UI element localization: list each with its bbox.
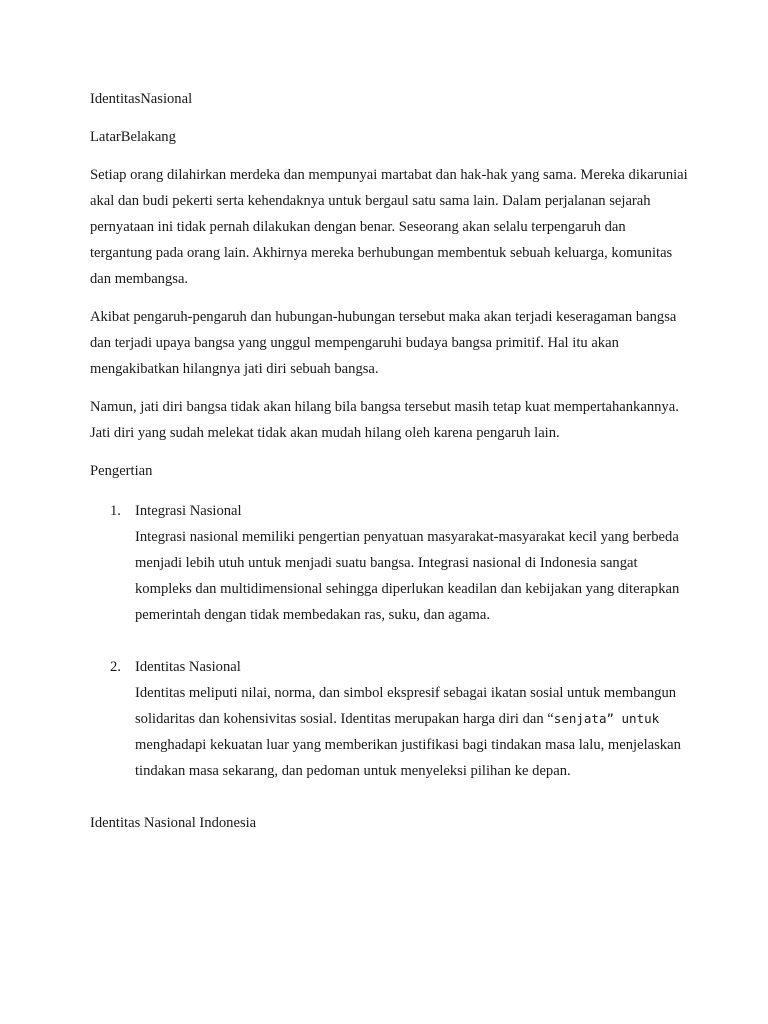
list-item-body (135, 680, 690, 784)
quoted-term: senjata” untuk (553, 711, 660, 726)
list-item-integrasi (90, 498, 690, 628)
list-item-body-text: menghadapi kekuatan luar yang memberikan justifikasi bagi tindakan masa lalu, menjelaskan tindakan masa sekarang, dan pedoman untuk menyeleksi pilihan ke depan. (135, 737, 681, 779)
section-heading-definition: Pengertian (90, 463, 153, 479)
section-heading-indonesia: Identitas Nasional Indonesia (90, 815, 257, 831)
list-marker: 1. (110, 503, 121, 519)
list-marker: 2. (110, 659, 121, 675)
list-item-identitas (90, 654, 690, 784)
background-paragraph-1: Setiap orang dilahirkan merdeka dan mempunyai martabat dan hak-hak yang sama. Mereka dikaruniai akal dan budi pekerti serta kehendaknya untuk bergaul satu sama lain. Dalam perjalanan sejarah pernyataan ini tidak pernah dilakukan dengan benar. Seseorang akan selalu terpengaruh dan tergantung pada orang lain. Akhirnya mereka berhubungan membentuk sebuah keluarga, komunitas dan membangsa. (90, 167, 688, 287)
document-title: IdentitasNasional (90, 91, 193, 107)
section-heading-background: LatarBelakang (90, 129, 176, 145)
document-content (90, 86, 690, 848)
list-item-body-text: Identitas meliputi nilai, norma, dan simbol ekspresif sebagai ikatan sosial untuk membangun solidaritas dan kohensivitas sosial. Identitas merupakan harga diri dan “ (135, 685, 677, 727)
definition-list (90, 498, 690, 784)
list-item-title: Integrasi Nasional (135, 503, 242, 519)
background-paragraph-3: Namun, jati diri bangsa tidak akan hilang bila bangsa tersebut masih tetap kuat mempertahankannya. Jati diri yang sudah melekat tidak akan mudah hilang oleh karena pengaruh lain. (90, 399, 679, 441)
list-item-title: Identitas Nasional (135, 659, 241, 675)
background-paragraph-2: Akibat pengaruh-pengaruh dan hubungan-hubungan tersebut maka akan terjadi keseragaman bangsa dan terjadi upaya bangsa yang unggul mempengaruhi budaya bangsa primitif. Hal itu akan mengakibatkan hilangnya jati diri sebuah bangsa. (90, 309, 677, 377)
list-item-body: Integrasi nasional memiliki pengertian penyatuan masyarakat-masyarakat kecil yang berbeda menjadi lebih utuh untuk menjadi suatu bangsa. Integrasi nasional di Indonesia sangat kompleks dan multidimensional sehingga diperlukan keadilan dan kebijakan yang diterapkan pemerintah dengan tidak membedakan ras, suku, dan agama. (135, 529, 680, 623)
